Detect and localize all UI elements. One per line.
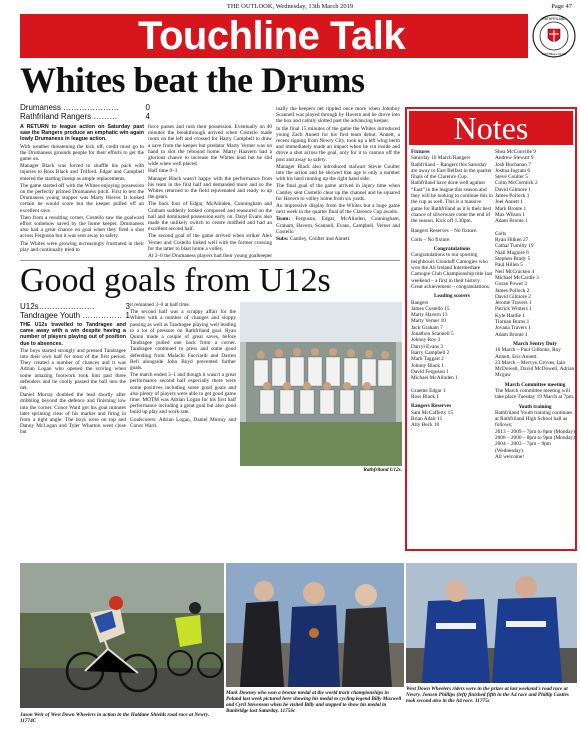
fixtures-heading: Fixtures — [411, 149, 430, 155]
paragraph: The match ended 3–1 and though it wasn't a great performance second half especially there were some positives including some good goals and also plenty of players were able to get good game time. MOTM was Adrian Logan for his first half performance including a great goal but also good build up play and work rate. — [130, 372, 236, 416]
march-duty-heading: March Sentry Duty — [512, 340, 558, 347]
paragraph: At 2–0 the Drumaness players had their young goalkeeper — [148, 253, 272, 258]
teams-text: Ferguson, Edgar, McAlinden, Cunningham, Graham, Havern, Scannell, Evans, Campbell, Verner and Costello — [276, 216, 400, 235]
paragraph: In the final 15 minutes of the game the Whites introduced young Zach Annett for his first team debut. Annett, a recent signing from Newry City, took up a left wing berth and immediately made an impact when he cut inside and drove a shot across the goal, only for it to cannon off the post and away to safety. — [276, 125, 400, 163]
prize-photo-caption: West Down Wheelers riders were in the prizes at last weekend's road race at Newry. Jonsen Phillips (left) finished fifth in the A4 race and Phillip Castles took second also in the A4 race. 11775c — [406, 686, 569, 705]
paragraph: The second half was a scrappy affair for the Whites with a number of changes and sloppy passing as well as Tandragee playing well leading to a lot of pressure on Rathfriland goal. Ryan Quinn made a couple of great saves, before Tandragee pulled one back from a corner. Tandragee continued to press and some good defending from Malachi Fucciardi and Darren Bell alongside John Boyd prevented further goals. — [130, 309, 236, 372]
article1-column-3 — [276, 106, 400, 258]
paragraph: Half time 0–1 — [148, 168, 178, 175]
cyclist-race-photo — [20, 563, 224, 708]
paragraph: Goalscorers: Adrian Logan, Daniel Murray and Conor Ward. — [130, 416, 236, 429]
crest-top-text: RATHFRILAND — [542, 17, 566, 21]
notes-column-right — [495, 149, 575, 463]
youth-heading: Youth training — [518, 403, 552, 410]
medal-photo-caption: Mark Downey who won a bronze medal at the world track championships in Poland last week pictured here showing his medal to cycling legend Billy Maxwell and Cyril Stevenson when he visited Billy and stopped to show his medal in Banbridge last Saturday. 11756c — [226, 690, 402, 715]
section-divider — [20, 260, 400, 261]
score-value: 0 — [145, 103, 150, 112]
colts-fixture: Colts – No fixture. — [411, 236, 451, 243]
notes-panel — [405, 107, 577, 551]
reserves-heading: Rangers Reserves — [411, 403, 452, 410]
reserves-scorers: Sam McCafferty 15 Brian Adair 11 Ally Beck 10 — [411, 409, 453, 429]
article1-score-row: Drumaness ………………… 0 — [20, 103, 150, 112]
paragraph: Manager Black wasn't happy with the performance from his team in the first half and demanded more and so the Whites returned to the field rejuvenated and ready to up the gears. — [148, 175, 272, 201]
paragraph: The game started off with the Whites enjoying possession on the perfectly primed Drumaness pitch. First to test the Drumaness young stopper was Marty Hiever. It looked certain he would score but the keeper pulled off an excellent save. — [20, 182, 144, 214]
score-value: 1 — [125, 311, 130, 320]
paragraph: The second goal of the game arrived when striker Alex Verner and Costello linked well with the former crossing for the latter to blast home a volley. — [148, 233, 272, 252]
fixtures-text: Saturday 16 March Rangers Rathfriland – Rangers this Saturday are away to East Belfast in the quarter finals of the Clarence Cup. Rathfriland have done well against “East” in the league this season and they will be looking to continue this in the cup as well. This is a massive game for Rathfriland as it is their best chance of silverware come the end of the season. Kick off 1.30pm. — [411, 155, 493, 225]
u12-photo-caption: Rathfriland U12s. — [363, 467, 402, 473]
paragraph: Manager Black was forced to shuffle his pack with injuries to Ross Black and Trilford. Edgar and Campbell entered the starting lineup as ample replacements. — [20, 163, 144, 182]
article1-column-1 — [20, 124, 144, 258]
score-value: 4 — [145, 112, 150, 121]
scorers-heading: Leading scorers — [434, 293, 470, 300]
crest-bottom-text: FOOTBALL CLUB — [541, 52, 567, 56]
paragraph: The boys started strongly and pressed Tandragee into their own half for most of the first period. They created a number of chances and it was Adrian Logan who opened the scoring when some amazing footwork took him past three defenders and he coolly passed the ball into the net. — [20, 347, 126, 392]
score-team: U12s — [20, 302, 39, 311]
youth-text: Rathfriland Youth training continues at Rathfriland High School hall as follows: 2013 – 2009 – 7pm to 8pm (Monday) 2008 – 2006 – 8pm to 9pm (Monday) 2004 – 2003 – 7pm – 9pm (Wednesday). All welcome! — [495, 409, 575, 460]
u12-team-photo — [240, 302, 402, 466]
paragraph: Then from a resulting corner, Costello saw the goalward effort somehow saved by the home keeper. Drumaness also had a great chance on goal when they fired a shot across Ferguson but it was sent away to safety. — [20, 214, 144, 240]
article1-score-row: Rathfriland Rangers ……… 4 — [20, 112, 150, 121]
notes-title: Notes — [409, 111, 573, 145]
paragraph: it remained 3–0 at half time. — [130, 302, 191, 308]
score-team: Drumaness — [20, 103, 61, 112]
article1-lead: A RETURN to league action on Saturday past saw the Rangers produce an emphatic win again lowly Drumaness in league action. — [20, 124, 144, 143]
page-header — [0, 0, 580, 14]
scorers-list: Rangers James Costello 15 Marty Havern 13 Marty Verner 10 Jack Graham 7 Jonathon Scannell 5 Johnny Roy 3 Darryl Evans 3 Harry Campbell 2 Mark Taggart 2 Johnny Black 1 David Ferguson 1 Michael McAlinden 1 Graeme Edgar 1 Ross Black 1 — [411, 299, 458, 400]
subs-text: Cantley, Coulter and Annett. — [290, 236, 351, 243]
score-team: Rathfriland Rangers — [20, 112, 92, 121]
paragraph: The Whites were growing increasingly frustrated in their play and continually tried to — [20, 240, 144, 253]
congrats-heading: Congratulations — [433, 246, 471, 253]
cyclist-photo-caption: Jason Weir of West Down Wheelers in action in the Haldane Shields road race at Newry. 11774C — [20, 712, 210, 725]
article2-column-2 — [130, 302, 236, 470]
paragraph: With weather threatening the kick off, credit must go to the Drumaness grounds people for their efforts to get the game on. — [20, 143, 144, 163]
article1-column-2 — [148, 124, 272, 258]
article2-score-row: U12s………………… 3 — [20, 302, 130, 311]
paragraph: An impressive display from the Whites but a huge game next week in the quarter final of the Clarence Cup awaits. — [276, 203, 400, 216]
article2-headline: Good goals from U12s — [20, 262, 331, 299]
medal-presentation-photo — [226, 563, 404, 687]
paragraph: force passes and rush their possession. Eventually on 40 minutes the breakthrough arrived when Costello made room on the left and crossed for Harry Campbell to draw a save from the keeper but predator Marty Verner was on hand to slot the rebound home. Marty Haavern had a glorious chance to increase the Whites lead but he slid wide when well placed. — [148, 124, 272, 168]
article1-headline: Whites beat the Drums — [20, 60, 365, 100]
prize-winners-photo — [406, 563, 577, 683]
paragraph: Daniel Murray doubled the lead shortly after dribbling beyond the defence and finishing low into the corner. Conor Ward got his goal minutes later sprinting clear of his marker and firing in from a tight angle. The boys were on top and Danny McLogan and Tyler Wharton went close but — [20, 392, 126, 436]
club-crest-icon — [531, 12, 577, 60]
paragraph: The final goal of the game arrived in injury time when Cantley sent Costello clear up the channel and he squared for Havern to volley home from six yards. — [276, 183, 400, 202]
article2-score-row: Tandragee Youth …………… 1 — [20, 311, 130, 320]
march-duty-text: 16 March – Paul Gibbons, Roy Annett, Eric Annett. 23 March – Mervyn Groves, Iain McDowell, David McDowell, Adrian Mcgaw — [495, 347, 575, 379]
score-team: Tandragee Youth — [20, 311, 81, 320]
committee-text: The March committee meeting will take place Tuesday 19 March at 7pm. — [495, 387, 575, 401]
teams-label: Team: — [276, 216, 291, 223]
article2-column-1 — [20, 322, 126, 470]
article2-lead: THE U12s travelled to Tandragee and came away with a win despite having a number of players playing out of position due to absences. — [20, 322, 126, 347]
congrats-text: Congratulations to our sporting neighbours Clonduff Camogies who won the All Ireland Intermediate Camogie Club Championship title last weekend – a first in their history. Great achievement – congratulations. — [411, 252, 493, 290]
committee-heading: March Committee meeting — [504, 381, 566, 388]
subs-label: Subs: — [276, 236, 289, 243]
touchline-banner: Touchline Talk — [20, 14, 528, 58]
page-number: Page 47 — [551, 3, 572, 10]
scorers-continued: Shea McConville 9 Andrew Stewart 9 Josh Buchanan 7 Joshua Ingram 6 Steve Coulter 5 Colm McCormick 2 David Gilmore 1 James Pollock 1 Joel Annett 1 Mark Bronte 1 Max Wilson 1 Adam Bronte 1 Colts Ryan Hilken 27 Cathal Tumilty 19 Niall Maguire 6 Stephen Brady 5 Paul Hillen 5 Neil McCracken 4 Michael McCardle 3 Goran Power 2 James Pollock 2 David Gilmore 2 Jerome Travers 1 Patrick Winters 1 Kyle Hardie 1 Tiarnan Burns 1 Jovana Travers 1 Adam Bronte 1 — [495, 149, 539, 338]
notes-column-left — [411, 149, 493, 431]
reserves-fixture: Rangers Reserves – No fixture. — [411, 227, 478, 234]
paragraph: tually the keepers net rippled once more when Johnboy Scannell was played through by Havern and he drove into the box and calmly slotted past the advancing keeper. — [276, 106, 400, 125]
score-value: 3 — [125, 302, 130, 311]
paragraph: The back four of Edgar, McAlinden, Cunningham and Graham suddenly looked composed and reassured on the ball and dominated possession early on. Daryl Evans also made the unlikely switch to centre midfield and had an excellent second half. — [148, 201, 272, 233]
publication-line: THE OUTLOOK, Wednesday, 13th March 2019 — [226, 3, 354, 10]
paragraph: Manager Black also introduced stalwart Stevie Coulter into the action and he showed that age is only a number with his hard running up the right hand side. — [276, 163, 400, 183]
